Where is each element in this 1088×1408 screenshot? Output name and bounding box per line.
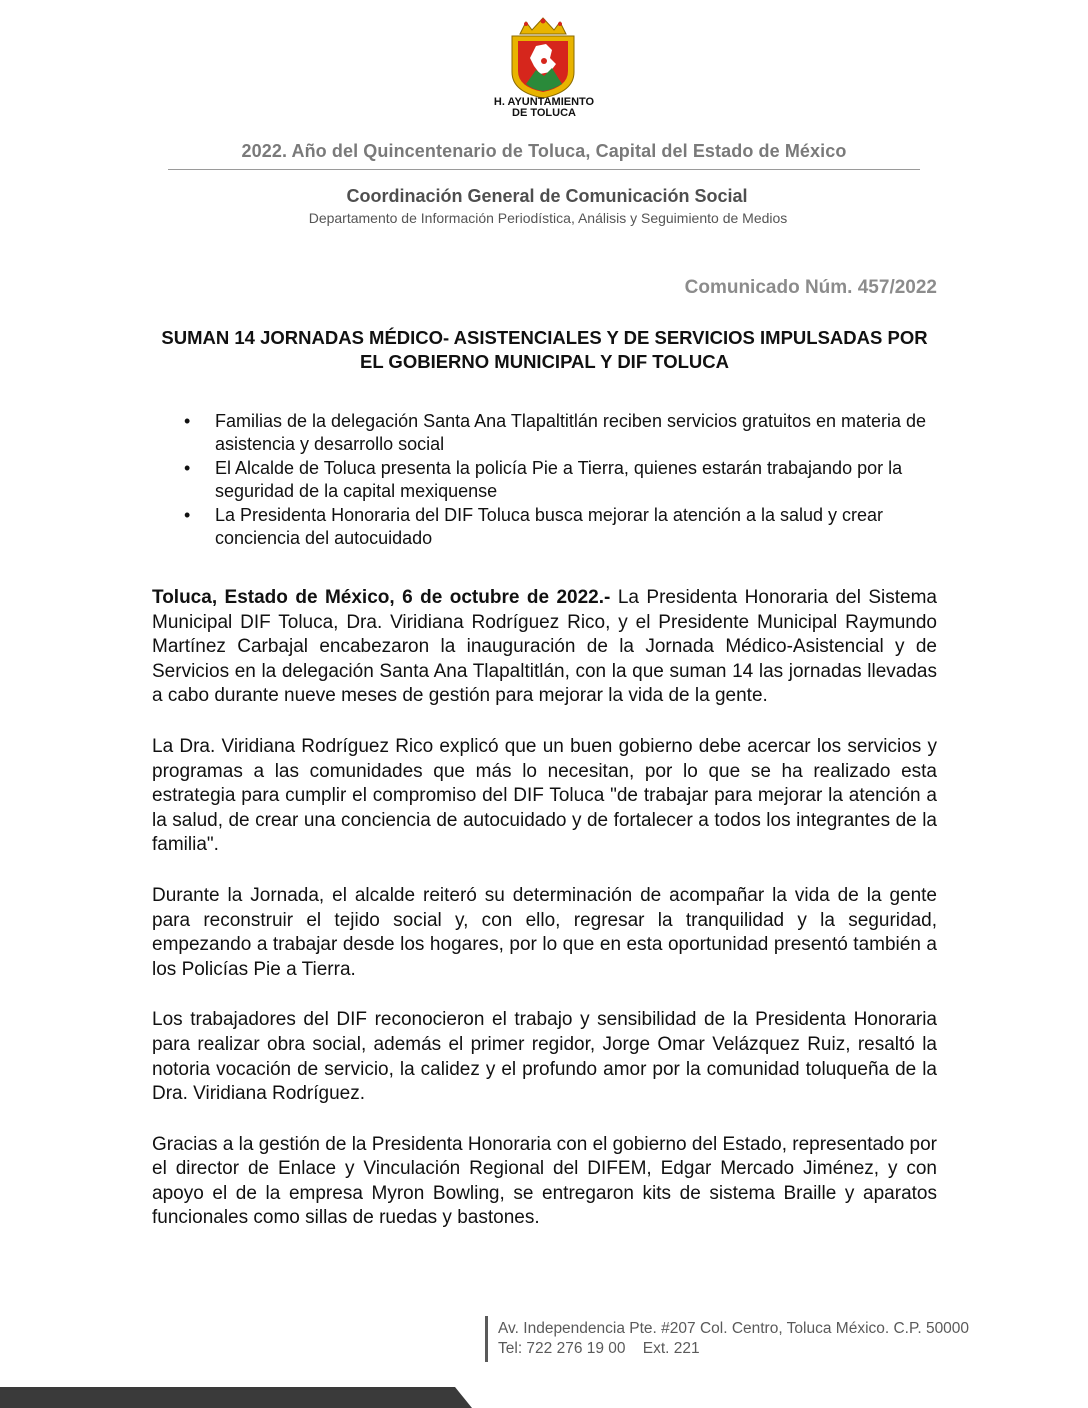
release-number: Comunicado Núm. 457/2022 (684, 277, 937, 298)
paragraph-text: La Presidenta Honoraria del Sistema Municipal DIF Toluca, Dra. Viridiana Rodríguez Rico, y el Presidente Municipal Raymundo Martínez Carbajal encabezaron la inauguración de la Jornada Médico-Asistencial y de Servicios en la delegación Santa Ana Tlapaltitlán, con la que suman 14 las jornadas llevadas a cabo durante nueve meses de gestión para mejorar la vida de la gente. (152, 587, 937, 707)
dateline: Toluca, Estado de México, 6 de octubre de 2022.- (152, 587, 611, 608)
bullet-item: • La Presidenta Honoraria del DIF Toluca busca mejorar la atención a la salud y crear conciencia del autocuidado (152, 504, 937, 550)
bullet-item: • El Alcalde de Toluca presenta la policía Pie a Tierra, quienes estarán trabajando por la seguridad de la capital mexiquense (152, 457, 937, 503)
paragraph: Durante la Jornada, el alcalde reiteró su determinación de acompañar la vida de la gente para reconstruir el tejido social y, con ello, regresar la tranquilidad y la seguridad, empezando a trabajar desde los hogares, por lo que en esta oportunidad presentó también a los Policías Pie a Tierra. (152, 884, 937, 980)
headline: SUMAN 14 JORNADAS MÉDICO- ASISTENCIALES Y DE SERVICIOS IMPULSADAS POR EL GOBIERNO MUNICIPAL Y DIF TOLUCA (161, 327, 928, 372)
footer-band (0, 1387, 1088, 1408)
summary-bullets (152, 410, 937, 551)
paragraph: La Dra. Viridiana Rodríguez Rico explicó que un buen gobierno debe acercar los servicios y programas a las comunidades que más lo necesitan, por lo que se ha realizado esta estrategia para cumplir el compromiso del DIF Toluca "de trabajar para mejorar la atención a la salud, de crear una conciencia de autocuidado y de fortalecer a todos los integrantes de la familia". (152, 735, 937, 856)
paragraph: Gracias a la gestión de la Presidenta Honoraria con el gobierno del Estado, representado por el director de Enlace y Vinculación Regional del DIFEM, Edgar Mercado Jiménez, y con apoyo el de la empresa Myron Bowling, se entregaron kits de sistema Braille y aparatos funcionales como sillas de ruedas y bastones. (152, 1133, 937, 1229)
paragraph: Los trabajadores del DIF reconocieron el trabajo y sensibilidad de la Presidenta Honoraria para realizar obra social, además el primer regidor, Jorge Omar Velázquez Ruiz, resaltó la notoria vocación de servicio, la calidez y el profundo amor por la comunidad toluqueña de la Dra. Viridiana Rodríguez. (152, 1009, 937, 1105)
toluca-crest-logo (500, 16, 586, 100)
footer-phone: Tel: 722 276 19 00 Ext. 221 (498, 1340, 700, 1357)
department-subtitle: Departamento de Información Periodística, Análisis y Seguimiento de Medios (308, 210, 788, 226)
footer-address: Av. Independencia Pte. #207 Col. Centro, Toluca México. C.P. 50000 (498, 1320, 970, 1337)
logo-caption: H. AYUNTAMIENTO DE TOLUCA (493, 96, 595, 119)
footer-divider (485, 1316, 488, 1362)
article-body (152, 586, 937, 1257)
header-divider (168, 169, 920, 170)
paragraph (152, 586, 937, 709)
coordination-title: Coordinación General de Comunicación Social (346, 186, 748, 206)
bullet-item: • Familias de la delegación Santa Ana Tlapaltitlán reciben servicios gratuitos en materia de asistencia y desarrollo social (152, 410, 937, 456)
year-motto: 2022. Año del Quincentenario de Toluca, Capital del Estado de México (241, 141, 847, 161)
